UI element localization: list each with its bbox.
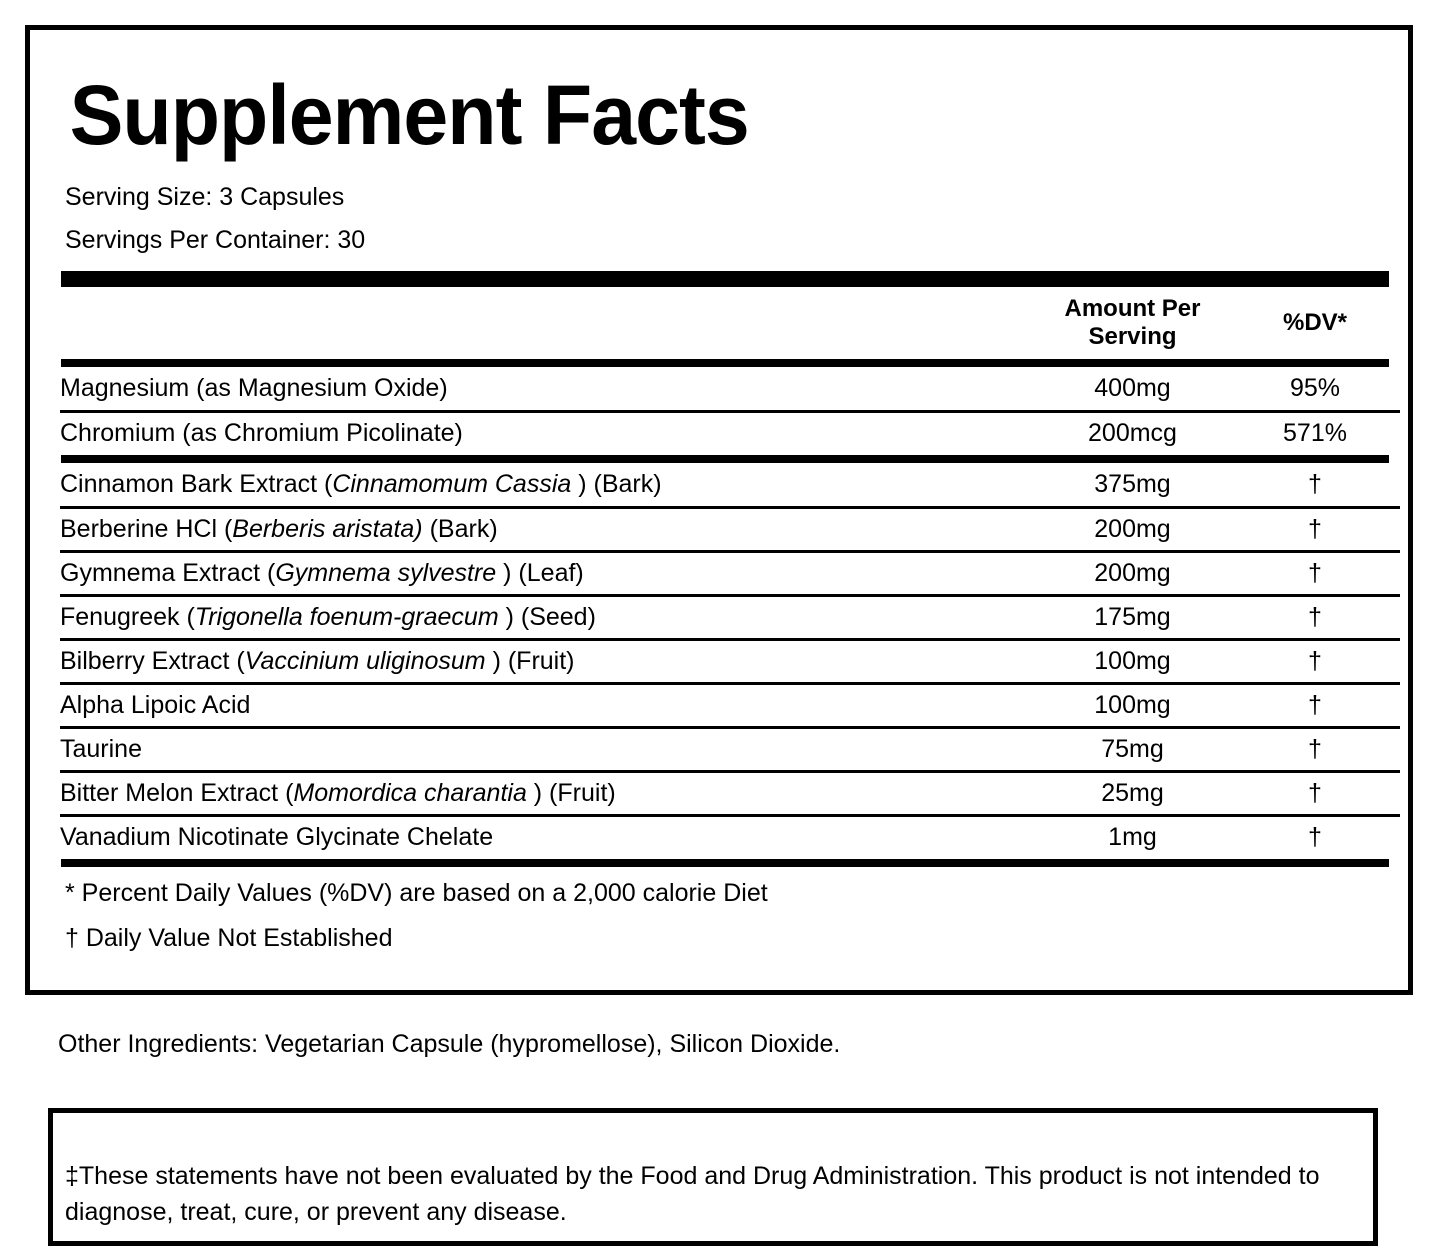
- footnote-percent-daily-value: * Percent Daily Values (%DV) are based on a 2,000 calorie Diet: [65, 879, 768, 907]
- ingredient-name: [60, 727, 1035, 771]
- ingredient-name-suffix: (Bark): [422, 514, 498, 543]
- ingredient-daily-value: †: [1230, 507, 1400, 551]
- header-blank-cell: [60, 287, 1035, 359]
- panel-content: [30, 30, 1408, 990]
- table-row: [60, 683, 1400, 727]
- header-amount-per-serving: [1035, 287, 1230, 359]
- header-bottom-rule: [61, 359, 1389, 367]
- footnote-daily-value-not-established: † Daily Value Not Established: [65, 924, 393, 952]
- scientific-name: Trigonella foenum-graecum: [194, 602, 499, 631]
- header-daily-value: %DV*: [1282, 308, 1348, 336]
- ingredient-amount: 200mcg: [1088, 419, 1177, 448]
- ingredient-name-suffix: ) (Fruit): [485, 646, 575, 675]
- ingredient-name-prefix: Cinnamon Bark Extract (: [60, 469, 333, 498]
- ingredient-amount: 375mg: [1035, 463, 1230, 507]
- table-row: [60, 463, 1400, 507]
- vitamins-minerals-section: [60, 367, 1400, 455]
- scientific-name: Gymnema sylvestre: [275, 558, 497, 587]
- ingredient-daily-value: †: [1308, 823, 1322, 852]
- ingredient-amount: 175mg: [1035, 595, 1230, 639]
- supplement-facts-panel: [25, 25, 1413, 995]
- ingredient-daily-value: †: [1230, 551, 1400, 595]
- ingredient-daily-value: †: [1230, 727, 1400, 771]
- scientific-name: Momordica charantia: [293, 778, 527, 807]
- table-row: [60, 815, 1400, 859]
- ingredient-name-prefix: Vanadium Nicotinate Glycinate Chelate: [60, 823, 494, 852]
- ingredient-name: [60, 771, 1035, 815]
- ingredient-name: [60, 595, 1035, 639]
- page-title: Supplement Facts: [69, 68, 749, 162]
- serving-information: [60, 157, 1390, 253]
- ingredient-name: [60, 815, 1035, 859]
- ingredient-name: [60, 551, 1035, 595]
- table-header-group: [60, 287, 1400, 359]
- nutrition-facts-table: [60, 287, 1400, 359]
- fda-disclaimer-box: [48, 1108, 1378, 1246]
- ingredient-daily-value: 571%: [1283, 419, 1347, 448]
- ingredient-name-suffix: ) (Seed): [498, 602, 596, 631]
- ingredient-amount: 200mg: [1035, 551, 1230, 595]
- ingredient-name-prefix: Fenugreek (: [60, 602, 195, 631]
- ingredient-name: Chromium (as Chromium Picolinate): [60, 419, 463, 448]
- table-row: [60, 551, 1400, 595]
- ingredient-amount: 25mg: [1035, 771, 1230, 815]
- ingredient-name-prefix: Gymnema Extract (: [60, 558, 276, 587]
- scientific-name: Vaccinium uliginosum: [244, 646, 486, 675]
- footnotes-block: [60, 867, 1390, 951]
- ingredient-name: Magnesium (as Magnesium Oxide): [60, 367, 1035, 411]
- table-row: [60, 639, 1400, 683]
- table-row: [60, 771, 1400, 815]
- ingredient-amount: 200mg: [1035, 507, 1230, 551]
- table-header-row: [60, 287, 1400, 359]
- ingredient-daily-value: †: [1230, 771, 1400, 815]
- table-row: [60, 507, 1400, 551]
- ingredient-amount: 100mg: [1035, 639, 1230, 683]
- section-divider-rule: [61, 455, 1389, 463]
- ingredient-name-prefix: Taurine: [60, 734, 142, 763]
- ingredient-daily-value: 95%: [1230, 367, 1400, 411]
- table-row: [60, 411, 1400, 455]
- ingredient-name: [60, 639, 1035, 683]
- servings-per-container-text: Servings Per Container: 30: [65, 226, 366, 254]
- table-row: [60, 727, 1400, 771]
- serving-size-text: Serving Size: 3 Capsules: [65, 183, 345, 211]
- other-ingredients-text: Other Ingredients: Vegetarian Capsule (hypromellose), Silicon Dioxide.: [58, 1030, 841, 1058]
- ingredient-name-suffix: ) (Bark): [571, 469, 662, 498]
- ingredient-amount: 400mg: [1035, 367, 1230, 411]
- ingredient-name-prefix: Bilberry Extract (: [60, 646, 245, 675]
- table-row: [60, 367, 1400, 411]
- table-bottom-rule: [61, 859, 1389, 867]
- ingredient-name-suffix: ) (Fruit): [526, 778, 616, 807]
- fda-disclaimer-text: ‡These statements have not been evaluated by the Food and Drug Administration. This product is not intended to diagnose, treat, cure, or prevent any disease.: [65, 1162, 1320, 1226]
- botanicals-section: [60, 463, 1400, 859]
- table-top-rule: [61, 271, 1389, 287]
- ingredient-name: [60, 507, 1035, 551]
- ingredient-name-prefix: Alpha Lipoic Acid: [60, 690, 251, 719]
- ingredient-name: [60, 683, 1035, 727]
- scientific-name: Cinnamomum Cassia: [332, 469, 572, 498]
- ingredient-name: [60, 463, 1035, 507]
- ingredient-daily-value: †: [1230, 463, 1400, 507]
- ingredient-daily-value: †: [1230, 683, 1400, 727]
- ingredient-amount: 1mg: [1108, 823, 1157, 852]
- header-amount-line2: Serving: [1088, 323, 1177, 350]
- header-amount-line1: Amount Per: [1064, 294, 1201, 322]
- ingredient-amount: 75mg: [1035, 727, 1230, 771]
- ingredient-name-prefix: Bitter Melon Extract (: [60, 778, 294, 807]
- scientific-name: Berberis aristata): [232, 514, 423, 543]
- ingredient-amount: 100mg: [1035, 683, 1230, 727]
- ingredient-daily-value: †: [1230, 639, 1400, 683]
- table-row: [60, 595, 1400, 639]
- ingredient-name-suffix: ) (Leaf): [496, 558, 584, 587]
- ingredient-name-prefix: Berberine HCl (: [60, 514, 233, 543]
- ingredient-daily-value: †: [1230, 595, 1400, 639]
